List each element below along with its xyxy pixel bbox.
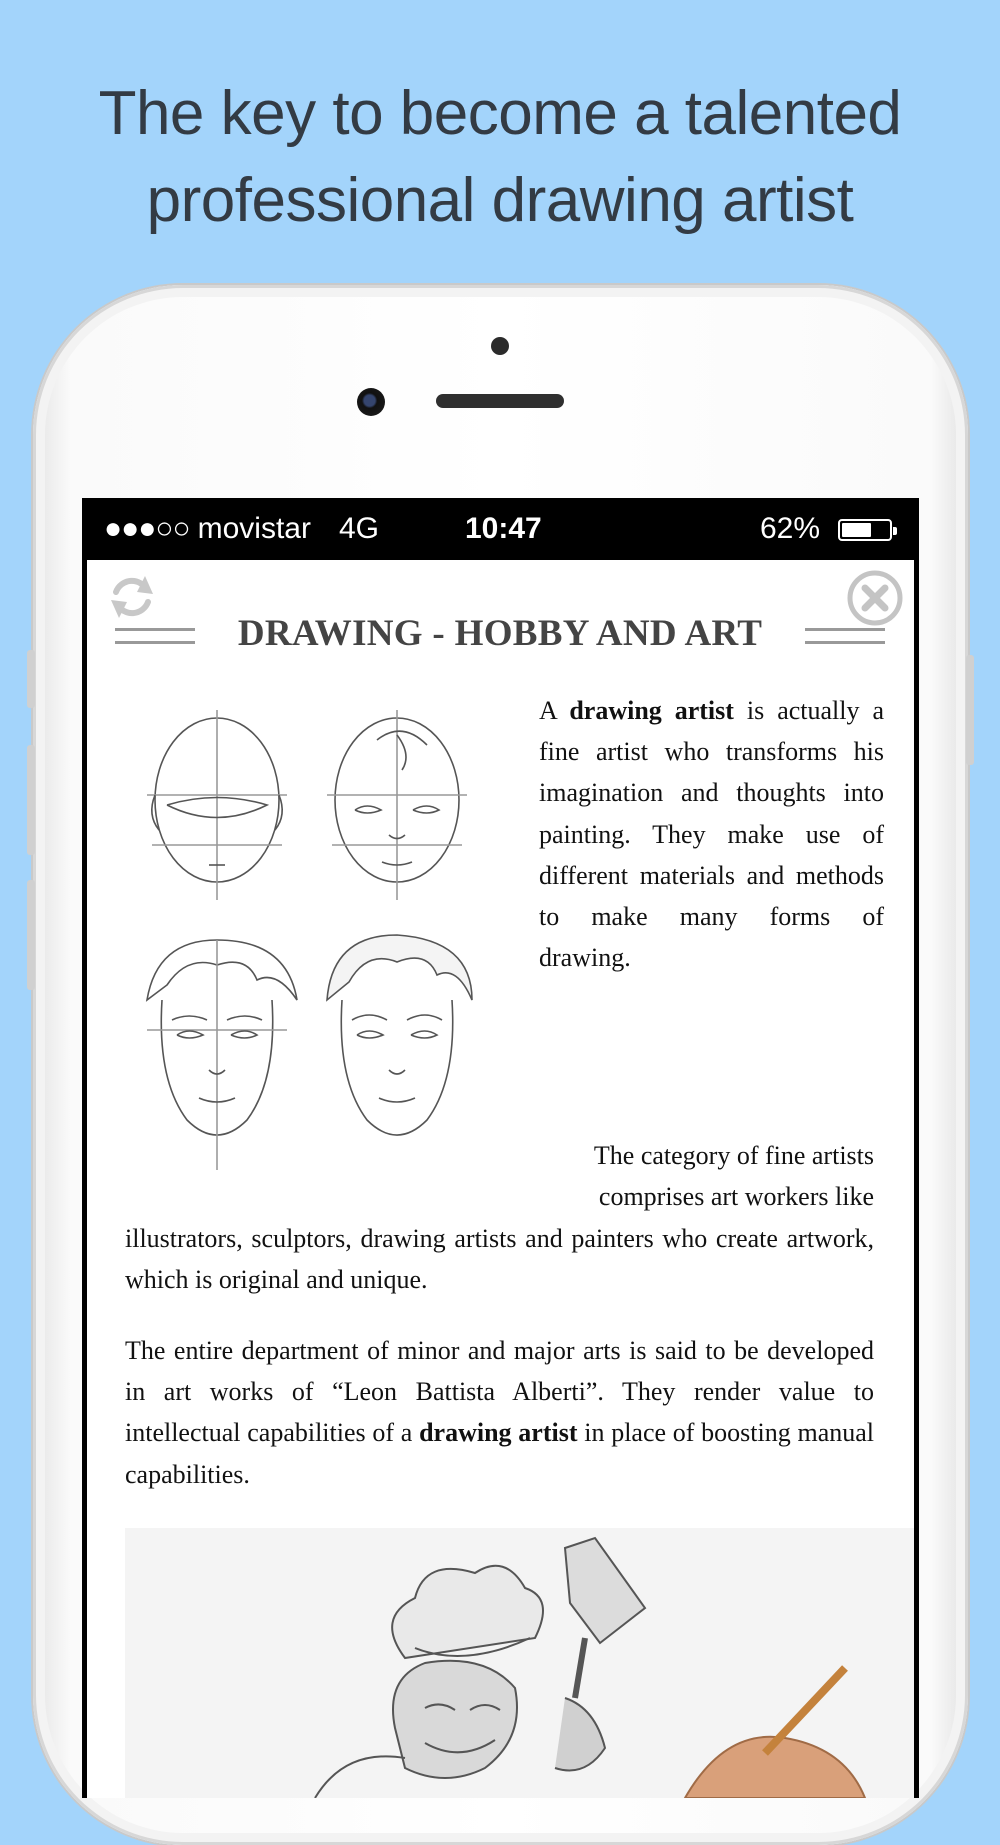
promo-headline-line-2: professional drawing artist (146, 166, 854, 235)
paragraph-3-after-bold: in place of boosting manual capabilities. (125, 1418, 875, 1489)
phone-power-button (966, 655, 974, 765)
front-camera (357, 388, 385, 416)
paragraph-1-last: drawing. (539, 943, 631, 973)
phone-mute-switch (27, 650, 35, 708)
signal-strength-icon: ●●●○○ (104, 512, 190, 545)
promo-headline (0, 70, 1000, 244)
status-time: 10:47 (465, 512, 542, 545)
paragraph-1-start: A (539, 696, 557, 725)
article-view[interactable] (87, 560, 914, 1798)
earpiece-speaker (436, 394, 564, 408)
battery-percent: 62% (760, 512, 821, 545)
battery-fill (842, 523, 871, 537)
face-sketch-step-4 (327, 935, 472, 1135)
title-rule-right (805, 628, 885, 644)
network-type: 4G (338, 512, 379, 545)
paragraph-3 (125, 1330, 874, 1495)
paragraph-2-part-1: The category of fine artists comprises art workers like (593, 1141, 874, 1212)
paragraph-1-rest: is actually a fine artist who transforms his imagination and thoughts into painting. They make use of different materials and methods to make many forms of (539, 696, 884, 932)
phone-volume-down-button (27, 880, 35, 990)
carrier-name: movistar (197, 512, 311, 545)
paragraph-1-bold: drawing artist (569, 696, 734, 725)
phone-screen (82, 498, 919, 1798)
carrier-info (104, 512, 379, 546)
phone-volume-up-button (27, 745, 35, 855)
face-sketch-step-2 (327, 710, 467, 900)
paragraph-3-before-bold: The entire department of minor and major arts is said to be developed in art works of “Leon Battista Alberti”. They render value to intellectual capabilities of a (125, 1336, 874, 1448)
status-bar (82, 498, 919, 560)
paragraph-1 (539, 690, 884, 978)
battery-nub (893, 527, 897, 535)
chef-sketch-image (125, 1528, 914, 1798)
promo-headline-line-1: The key to become a talented (98, 79, 902, 148)
face-sketch-step-1 (147, 710, 287, 900)
battery-icon (838, 519, 892, 541)
paragraph-3-bold: drawing artist (419, 1418, 578, 1448)
page-title-row (115, 612, 885, 662)
proximity-sensor (491, 337, 509, 355)
page-title: DRAWING - HOBBY AND ART (237, 613, 763, 654)
paragraph-2-part-2: illustrators, sculptors, drawing artists and painters who create artwork, which is original and unique. (125, 1224, 874, 1295)
face-drawing-steps-image (127, 700, 497, 1180)
face-sketch-step-3 (147, 940, 297, 1170)
